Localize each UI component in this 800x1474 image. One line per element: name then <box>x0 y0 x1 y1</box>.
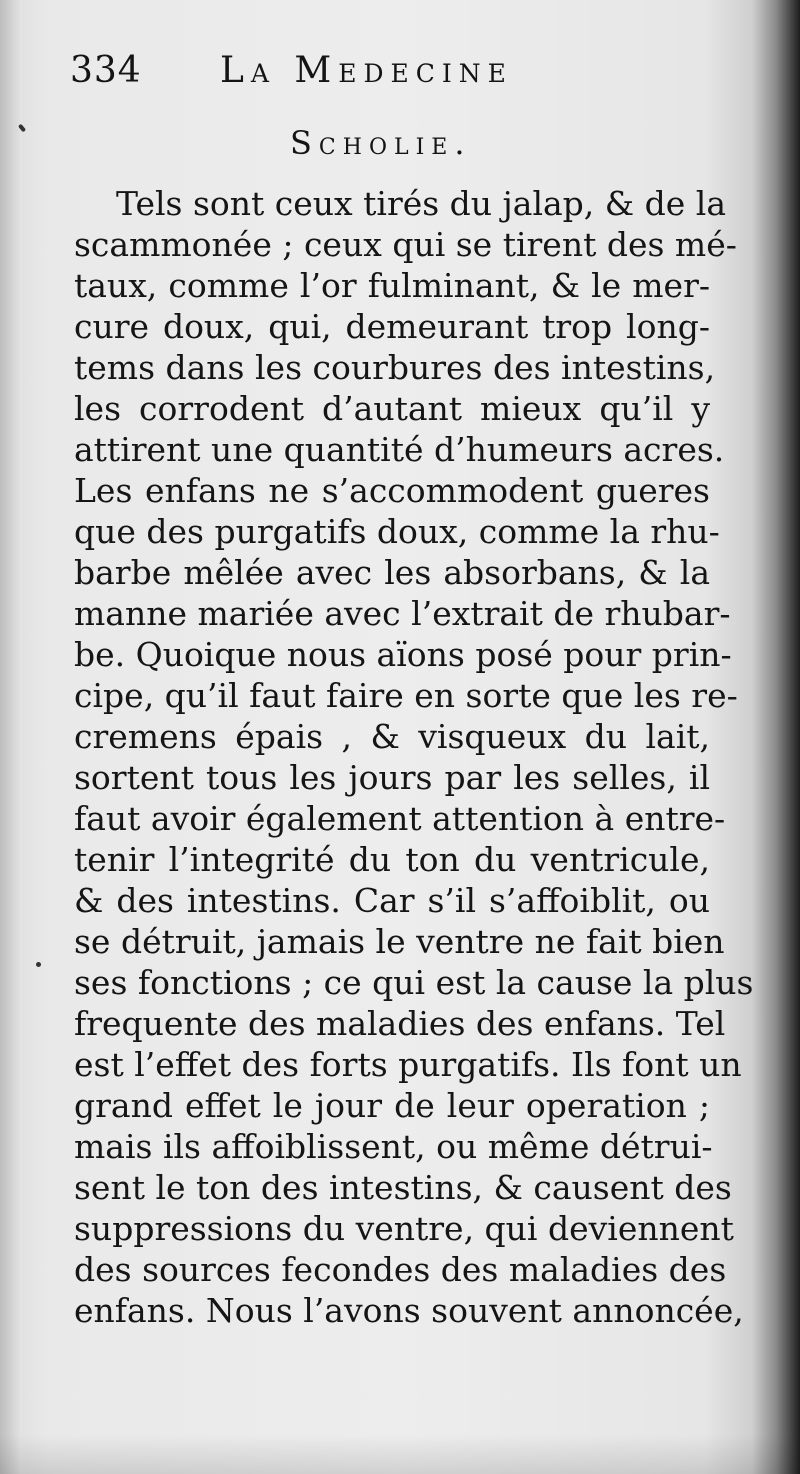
page-number: 334 <box>70 50 142 91</box>
text-line: les corrodent d’autant mieux qu’il y <box>74 389 710 428</box>
page-header <box>70 44 590 104</box>
text-line: cipe, qu’il faut faire en sorte que les re- <box>74 676 738 715</box>
text-line: des sources fecondes des maladies des <box>74 1250 727 1289</box>
text-line: Tels sont ceux tirés du jalap, & de la <box>116 184 727 223</box>
text-line: tenir l’integrité du ton du ventricule, <box>74 840 710 879</box>
section-title: Scholie. <box>290 124 472 162</box>
text-line: attirent une quantité d’humeurs acres. <box>74 430 725 469</box>
text-line: faut avoir également attention à entre- <box>74 799 726 838</box>
text-line: est l’effet des forts purgatifs. Ils font un <box>74 1045 742 1084</box>
page-gutter-shadow <box>0 0 22 1474</box>
text-line: que des purgatifs doux, comme la rhu- <box>74 512 720 551</box>
text-line: be. Quoique nous aïons posé pour prin- <box>74 635 732 674</box>
text-line: cure doux, qui, demeurant trop long- <box>74 307 710 346</box>
text-line: suppressions du ventre, qui deviennent <box>74 1209 734 1248</box>
text-line: manne mariée avec l’extrait de rhubar- <box>74 594 731 633</box>
text-line: cremens épais , & visqueux du lait, <box>74 717 710 756</box>
text-line: frequente des maladies des enfans. Tel <box>74 1004 726 1043</box>
text-line: & des intestins. Car s’il s’affoiblit, ou <box>74 881 710 920</box>
text-line: enfans. Nous l’avons souvent annoncée, <box>74 1291 744 1330</box>
ink-speck <box>36 962 41 967</box>
text-line: barbe mêlée avec les absorbans, & la <box>74 553 710 592</box>
text-line: scammonée ; ceux qui se tirent des mé- <box>74 225 737 264</box>
text-line: se détruit, jamais le ventre ne fait bien <box>74 922 725 961</box>
running-title: La Medecine <box>220 50 513 91</box>
text-line: sortent tous les jours par les selles, il <box>74 758 710 797</box>
page-bottom-shadow <box>0 1434 800 1474</box>
text-line: Les enfans ne s’accommodent gueres <box>74 471 710 510</box>
text-line: ses fonctions ; ce qui est la cause la plus <box>74 963 754 1002</box>
text-line: mais ils affoiblissent, ou même détrui- <box>74 1127 713 1166</box>
text-line: grand effet le jour de leur operation ; <box>74 1086 710 1125</box>
text-line: tems dans les courbures des intestins, <box>74 348 716 387</box>
text-line: taux, comme l’or fulminant, & le mer- <box>74 266 710 305</box>
text-line: sent le ton des intestins, & causent des <box>74 1168 732 1207</box>
